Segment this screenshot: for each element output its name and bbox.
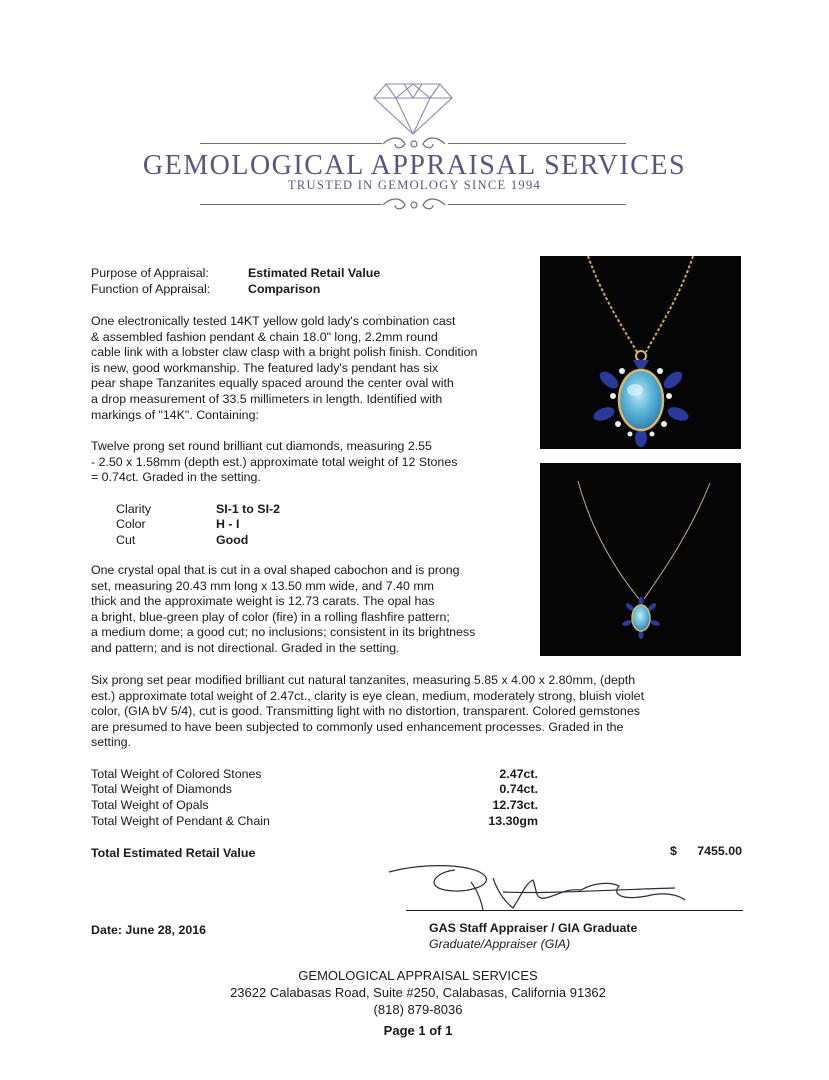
pendant-chain-image bbox=[540, 463, 741, 656]
diamonds-line: Twelve prong set round brilliant cut diamonds, measuring 2.55 bbox=[91, 439, 432, 453]
color-label: Color bbox=[116, 517, 146, 531]
total-opals-label: Total Weight of Opals bbox=[91, 798, 209, 812]
footer-phone: (818) 879-8036 bbox=[373, 1002, 463, 1017]
pendant-closeup-image bbox=[540, 256, 741, 449]
tanzanite-paragraph bbox=[91, 673, 751, 751]
company-tagline: TRUSTED IN GEMOLOGY SINCE 1994 bbox=[287, 178, 542, 192]
function-value: Comparison bbox=[248, 282, 321, 296]
opal-line: thick and the approximate weight is 12.73 carats. The opal has bbox=[91, 594, 435, 609]
flourish-bottom-icon bbox=[379, 195, 449, 215]
tanzanite-line: setting. bbox=[91, 735, 131, 750]
signature-line bbox=[406, 910, 743, 911]
total-colored-stones-value: 2.47ct. bbox=[499, 767, 538, 781]
footer-address: 23622 Calabasas Road, Suite #250, Calabasas, California 91362 bbox=[230, 985, 606, 1000]
tanzanite-line: est.) approximate total weight of 2.47ct., clarity is eye clean, medium, moderately strong, bluish violet bbox=[91, 688, 645, 703]
diamonds-line: - 2.50 x 1.58mm (depth est.) approximate total weight of 12 Stones bbox=[91, 454, 458, 469]
header-bottom-rule bbox=[200, 204, 382, 205]
diamond-icon bbox=[372, 80, 454, 136]
header-bottom-rule-right bbox=[448, 204, 626, 205]
clarity-value: SI-1 to SI-2 bbox=[216, 502, 281, 516]
description-line: cable link with a lobster claw clasp with a bright polish finish. Condition bbox=[91, 345, 478, 360]
opal-line: set, measuring 20.43 mm long x 13.50 mm wide, and 7.40 mm bbox=[91, 578, 434, 593]
clarity-label: Clarity bbox=[116, 502, 152, 516]
purpose-value: Estimated Retail Value bbox=[248, 266, 381, 280]
description-line: One electronically tested 14KT yellow gold lady's combination cast bbox=[91, 314, 456, 328]
tanzanite-line: Six prong set pear modified brilliant cut natural tanzanites, measuring 5.85 x 4.00 x 2.80mm, (depth bbox=[91, 673, 636, 687]
footer-page-number: Page 1 of 1 bbox=[383, 1023, 453, 1038]
appraiser-title: GAS Staff Appraiser / GIA Graduate bbox=[429, 921, 638, 935]
total-colored-stones-label: Total Weight of Colored Stones bbox=[91, 767, 262, 781]
total-diamonds-label: Total Weight of Diamonds bbox=[91, 782, 232, 796]
opal-paragraph bbox=[91, 563, 531, 657]
cut-label: Cut bbox=[116, 533, 136, 547]
company-name: GEMOLOGICAL APPRAISAL SERVICES bbox=[142, 150, 687, 181]
opal-line: a medium dome; a good cut; no inclusions; consistent in its brightness bbox=[91, 625, 476, 640]
function-label: Function of Appraisal: bbox=[91, 282, 211, 296]
cut-value: Good bbox=[216, 533, 249, 547]
description-paragraph bbox=[91, 314, 531, 423]
retail-currency: $ bbox=[670, 844, 677, 858]
total-opals-value: 12.73ct. bbox=[492, 798, 538, 812]
total-diamonds-value: 0.74ct. bbox=[499, 782, 538, 796]
header-top-rule bbox=[200, 143, 382, 144]
diamonds-line: = 0.74ct. Graded in the setting. bbox=[91, 470, 261, 485]
description-line: pear shape Tanzanites equally spaced around the center oval with bbox=[91, 376, 454, 391]
opal-line: and pattern; and is not directional. Graded in the setting. bbox=[91, 640, 400, 655]
total-pendant-chain-label: Total Weight of Pendant & Chain bbox=[91, 814, 270, 828]
tanzanite-line: are presumed to have been subjected to commonly used enhancement processes. Graded in the bbox=[91, 719, 624, 734]
footer-company: GEMOLOGICAL APPRAISAL SERVICES bbox=[298, 968, 538, 983]
description-line: markings of "14K". Containing: bbox=[91, 407, 259, 422]
signature-date: Date: June 28, 2016 bbox=[91, 923, 207, 937]
signature-icon bbox=[385, 860, 705, 920]
pendant-chain-photo bbox=[540, 463, 741, 656]
description-line: & assembled fashion pendant & chain 18.0" long, 2.2mm round bbox=[91, 329, 438, 344]
header-top-rule-right bbox=[448, 143, 626, 144]
retail-value: 7455.00 bbox=[697, 844, 742, 858]
description-line: is new, good workmanship. The featured lady's pendant has six bbox=[91, 360, 439, 375]
tanzanite-line: color, (GIA bV 5/4), cut is good. Transmitting light with no distortion, transparent. Colored gemstones bbox=[91, 704, 640, 719]
description-line: a drop measurement of 33.5 millimeters in length. Identified with bbox=[91, 391, 443, 406]
opal-line: a bright, blue-green play of color (fire) in a rolling flashfire pattern; bbox=[91, 609, 450, 624]
total-pendant-chain-value: 13.30gm bbox=[488, 814, 538, 828]
pendant-closeup-photo bbox=[540, 256, 741, 449]
retail-value-label: Total Estimated Retail Value bbox=[91, 846, 256, 860]
opal-line: One crystal opal that is cut in a oval shaped cabochon and is prong bbox=[91, 563, 460, 577]
diamonds-paragraph bbox=[91, 439, 531, 486]
color-value: H - I bbox=[216, 517, 240, 531]
purpose-label: Purpose of Appraisal: bbox=[91, 266, 209, 280]
appraiser-subtitle: Graduate/Appraiser (GIA) bbox=[429, 937, 571, 951]
